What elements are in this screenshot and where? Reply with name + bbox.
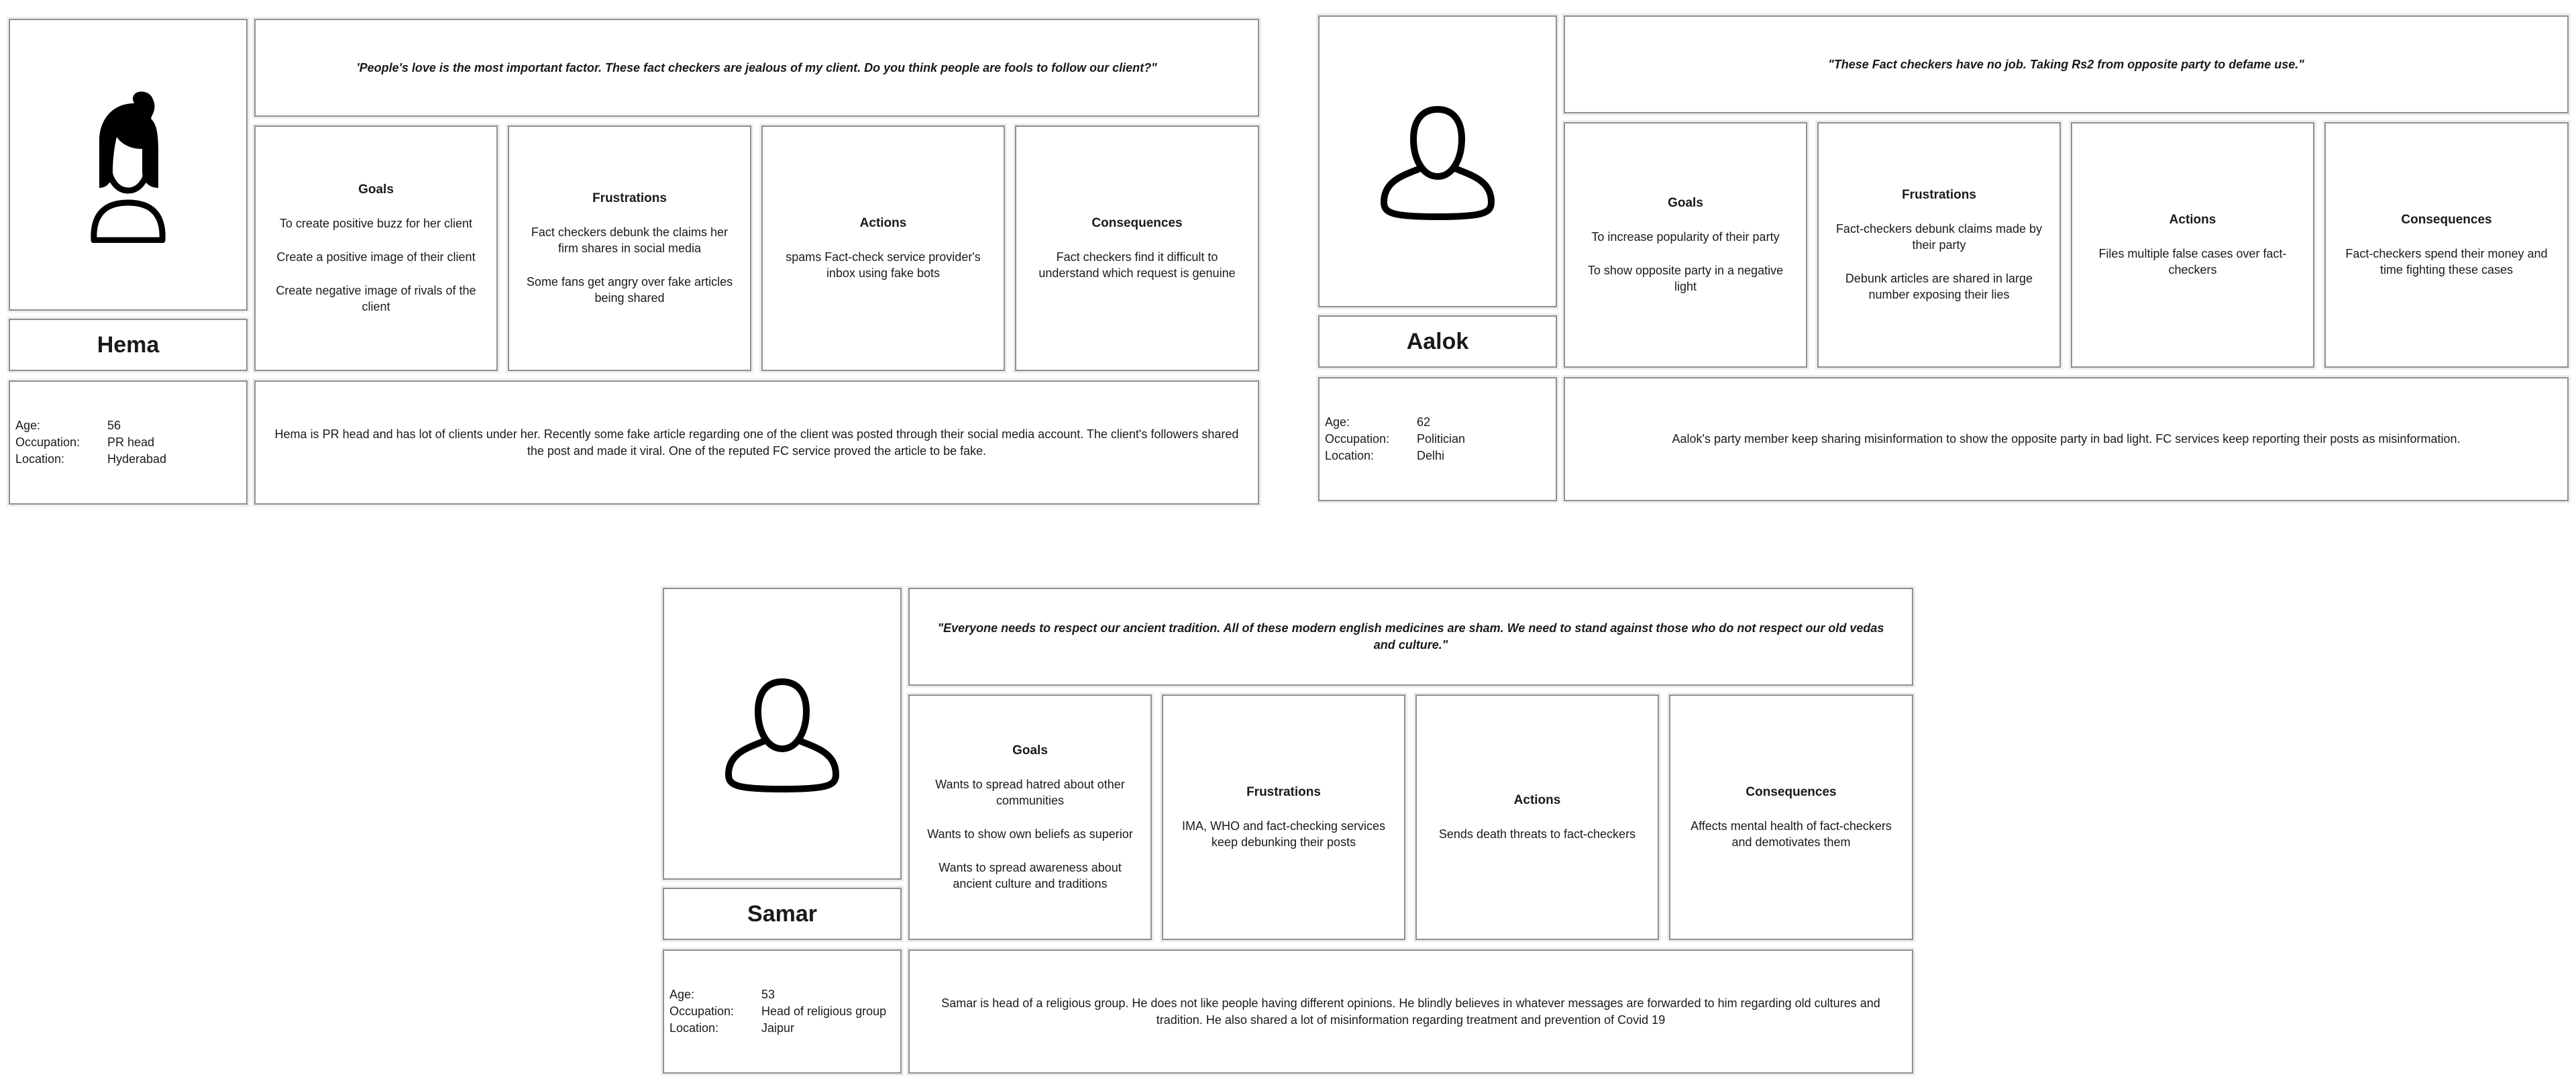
frustration-item: Some fans get angry over fake articles being shared xyxy=(526,275,733,305)
avatar-box xyxy=(9,19,248,311)
goals-title: Goals xyxy=(1012,743,1048,758)
persona-quote: "Everyone needs to respect our ancient tradition. All of these modern english medicines are sham. We need to stand against those who do not respect our old vedas and culture." xyxy=(908,588,1913,686)
occupation-label: Occupation: xyxy=(15,435,80,449)
location-value: Jaipur xyxy=(761,1021,795,1035)
avatar-box xyxy=(663,588,902,880)
frustrations-card xyxy=(508,125,751,371)
action-item: spams Fact-check service provider's inbox using fake bots xyxy=(786,250,981,280)
frustration-item: IMA, WHO and fact-checking services keep debunking their posts xyxy=(1181,819,1386,849)
actions-card xyxy=(2071,122,2314,368)
consequences-card xyxy=(1015,125,1259,371)
goal-item: Create a positive image of their client xyxy=(276,250,476,264)
goal-item: To create positive buzz for her client xyxy=(279,217,473,230)
persona-quote: "These Fact checkers have no job. Taking Rs2 from opposite party to defame use." xyxy=(1564,15,2569,113)
occupation-label: Occupation: xyxy=(669,1004,735,1018)
occupation-label: Occupation: xyxy=(1325,432,1390,446)
goal-item: To show opposite party in a negative light xyxy=(1587,264,1784,293)
persona-description: Aalok's party member keep sharing misinformation to show the opposite party in bad light. FC services keep reporting their posts as misinformation. xyxy=(1564,377,2569,501)
consequence-item: Fact-checkers spend their money and time fighting these cases xyxy=(2345,247,2548,276)
frustration-item: Fact-checkers debunk claims made by their party xyxy=(1835,222,2043,252)
actions-title: Actions xyxy=(1513,793,1561,807)
frustrations-title: Frustrations xyxy=(1246,785,1321,799)
location-row xyxy=(669,1020,900,1037)
age-row xyxy=(1325,414,1556,431)
goal-item: Create negative image of rivals of the client xyxy=(276,284,476,313)
location-value: Hyderabad xyxy=(107,452,167,466)
frustration-item: Fact checkers debunk the claims her firm shares in social media xyxy=(531,225,729,255)
age-value: 53 xyxy=(761,988,775,1001)
persona-name: Aalok xyxy=(1318,315,1557,368)
location-label: Location: xyxy=(1325,449,1375,462)
persona-info xyxy=(1318,377,1557,501)
age-label: Age: xyxy=(669,988,695,1001)
occupation-value: Politician xyxy=(1417,432,1466,446)
occupation-row xyxy=(15,434,246,451)
persona-description: Samar is head of a religious group. He does not like people having different opinions. He blindly believes in whatever messages are forwarded to him regarding old cultures and tradition. He also shared a lot of misinformation regarding treatment and prevention of Covid 19 xyxy=(908,949,1913,1074)
consequences-title: Consequences xyxy=(1091,216,1183,230)
user-icon xyxy=(722,674,843,794)
age-row xyxy=(15,417,246,434)
goals-card xyxy=(254,125,498,371)
frustrations-card xyxy=(1162,694,1405,940)
frustrations-card xyxy=(1817,122,2061,368)
goals-card xyxy=(908,694,1152,940)
actions-card xyxy=(1415,694,1659,940)
goal-item: To increase popularity of their party xyxy=(1591,230,1780,244)
goals-title: Goals xyxy=(1668,196,1703,210)
frustrations-title: Frustrations xyxy=(592,191,667,205)
frustrations-title: Frustrations xyxy=(1902,188,1976,202)
age-row xyxy=(669,986,900,1003)
consequences-card xyxy=(2324,122,2569,368)
user-icon xyxy=(1377,101,1498,222)
location-label: Location: xyxy=(669,1021,719,1035)
consequence-item: Fact checkers find it difficult to understand which request is genuine xyxy=(1038,250,1236,280)
occupation-value: Head of religious group xyxy=(761,1004,887,1018)
actions-card xyxy=(761,125,1005,371)
consequence-item: Affects mental health of fact-checkers and demotivates them xyxy=(1690,819,1892,849)
action-item: Files multiple false cases over fact-checkers xyxy=(2098,247,2287,276)
persona-name: Samar xyxy=(663,888,902,940)
persona-info xyxy=(9,380,248,505)
frustration-item: Debunk articles are shared in large number exposing their lies xyxy=(1845,272,2033,301)
age-value: 62 xyxy=(1417,415,1431,429)
consequences-title: Consequences xyxy=(2401,213,2492,227)
age-value: 56 xyxy=(107,419,121,432)
goal-item: Wants to show own beliefs as superior xyxy=(927,827,1133,841)
consequences-card xyxy=(1669,694,1913,940)
persona-info xyxy=(663,949,902,1074)
age-label: Age: xyxy=(1325,415,1350,429)
location-row xyxy=(15,451,246,468)
consequences-title: Consequences xyxy=(1746,785,1837,799)
actions-title: Actions xyxy=(859,216,907,230)
location-label: Location: xyxy=(15,452,65,466)
persona-description: Hema is PR head and has lot of clients under her. Recently some fake article regarding one of the client was posted through their social media account. The client's followers shared the post and made it viral. One of the reputed FC service proved the article to be fake. xyxy=(254,380,1259,505)
goals-title: Goals xyxy=(358,183,394,197)
action-item: Sends death threats to fact-checkers xyxy=(1438,827,1636,841)
persona-name: Hema xyxy=(9,319,248,371)
location-value: Delhi xyxy=(1417,449,1445,462)
female-user-icon xyxy=(79,87,177,243)
occupation-value: PR head xyxy=(107,435,155,449)
occupation-row xyxy=(1325,431,1556,448)
goal-item: Wants to spread hatred about other communities xyxy=(935,778,1125,807)
location-row xyxy=(1325,448,1556,464)
goals-card xyxy=(1564,122,1807,368)
age-label: Age: xyxy=(15,419,41,432)
avatar-box xyxy=(1318,15,1557,307)
persona-quote: 'People's love is the most important factor. These fact checkers are jealous of my client. Do you think people are fools to follow our client?" xyxy=(254,19,1259,117)
occupation-row xyxy=(669,1003,900,1020)
actions-title: Actions xyxy=(2169,213,2216,227)
goal-item: Wants to spread awareness about ancient culture and traditions xyxy=(938,861,1122,890)
